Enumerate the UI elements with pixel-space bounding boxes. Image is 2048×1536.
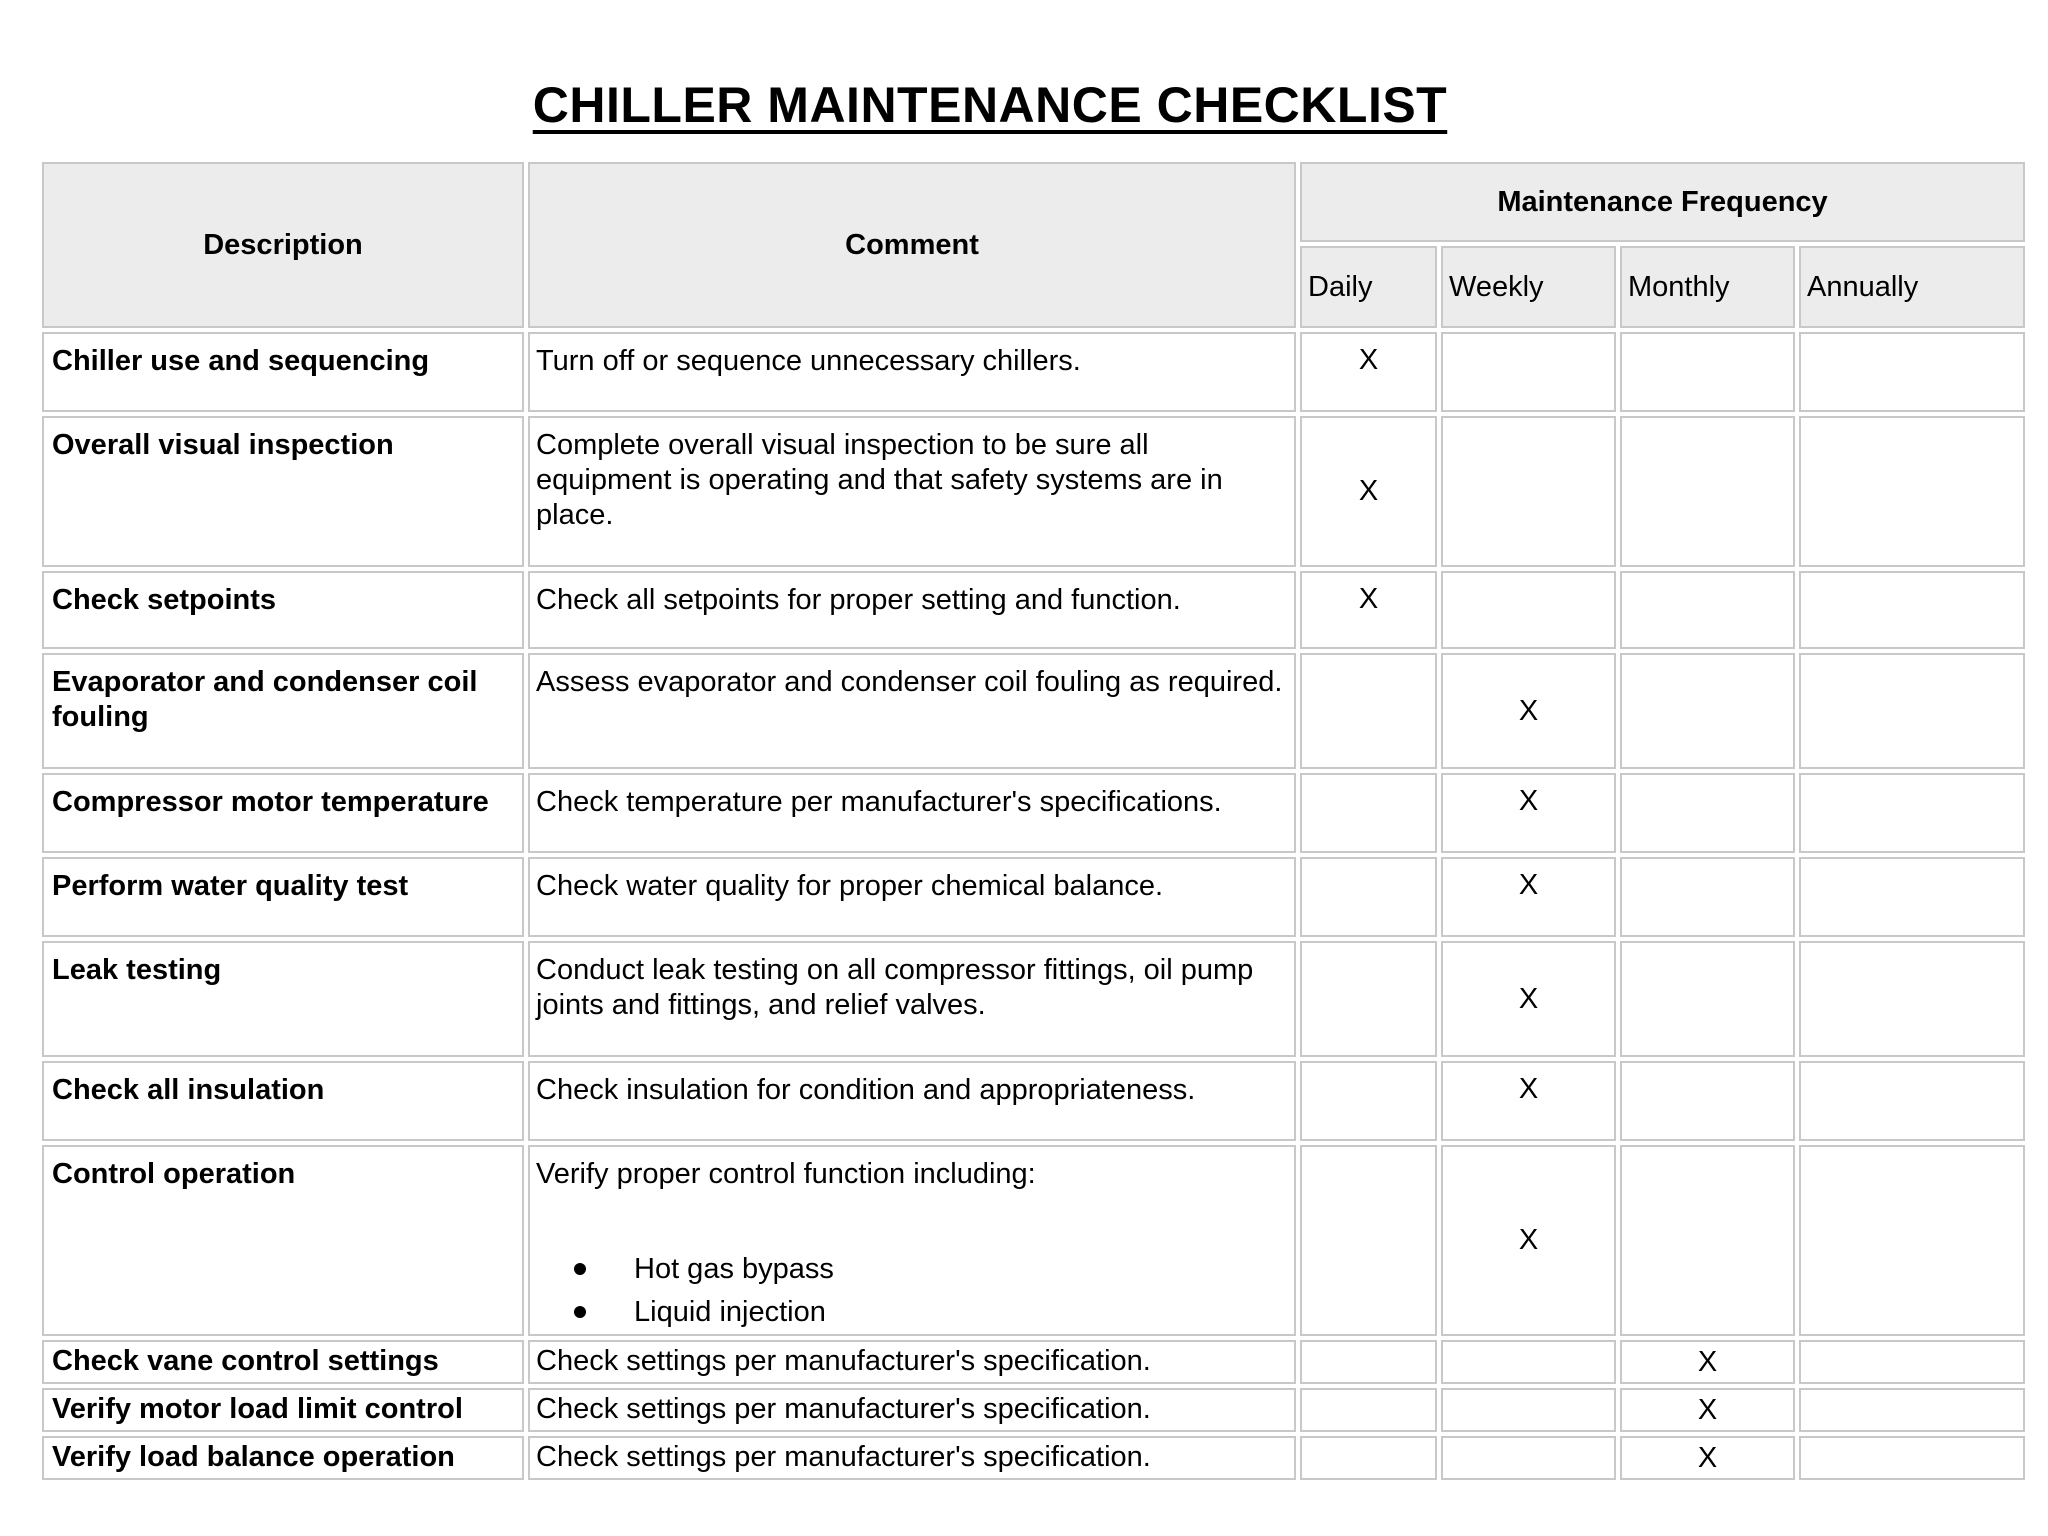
daily-mark [1300,773,1437,853]
task-comment: Conduct leak testing on all compressor fittings, oil pump joints and fittings, and relief valves. [528,941,1296,1057]
table-row [42,1388,2025,1432]
annually-mark [1799,571,2025,649]
task-comment: Check settings per manufacturer's specification. [528,1436,1296,1480]
table-row [42,1340,2025,1384]
bullet-list [536,1248,1288,1334]
monthly-mark [1620,941,1795,1057]
table-row [42,571,2025,649]
task-comment: Check settings per manufacturer's specification. [528,1340,1296,1384]
header-row-group [42,162,2025,242]
annually-mark [1799,941,2025,1057]
table-row [42,857,2025,937]
monthly-mark: X [1620,1388,1795,1432]
annually-mark [1799,1340,2025,1384]
daily-mark [1300,1061,1437,1141]
monthly-mark [1620,773,1795,853]
daily-mark: X [1300,332,1437,412]
task-description: Check all insulation [42,1061,524,1141]
header-weekly: Weekly [1441,246,1616,328]
monthly-mark [1620,857,1795,937]
table-row [42,1145,2025,1336]
annually-mark [1799,1388,2025,1432]
header-comment: Comment [528,162,1296,328]
weekly-mark: X [1441,653,1616,769]
task-comment-text: Verify proper control function including: [536,1158,1036,1190]
weekly-mark [1441,571,1616,649]
header-annually: Annually [1799,246,2025,328]
monthly-mark [1620,653,1795,769]
task-description: Evaporator and condenser coil fouling [42,653,524,769]
table-row [42,653,2025,769]
annually-mark [1799,773,2025,853]
weekly-mark [1441,332,1616,412]
monthly-mark [1620,332,1795,412]
annually-mark [1799,1061,2025,1141]
annually-mark [1799,416,2025,567]
table-row [42,773,2025,853]
daily-mark [1300,1340,1437,1384]
header-description: Description [42,162,524,328]
bullet-item: Liquid injection [634,1291,1288,1334]
header-maintenance-frequency: Maintenance Frequency [1300,162,2025,242]
table-row [42,332,2025,412]
weekly-mark [1441,416,1616,567]
weekly-mark [1441,1388,1616,1432]
task-comment: Complete overall visual inspection to be sure all equipment is operating and that safety systems are in place. [528,416,1296,567]
task-comment: Check insulation for condition and appropriateness. [528,1061,1296,1141]
daily-mark [1300,653,1437,769]
daily-mark [1300,1145,1437,1336]
header-monthly: Monthly [1620,246,1795,328]
annually-mark [1799,857,2025,937]
table-row [42,941,2025,1057]
task-comment: Check water quality for proper chemical balance. [528,857,1296,937]
monthly-mark [1620,416,1795,567]
weekly-mark: X [1441,773,1616,853]
weekly-mark: X [1441,1061,1616,1141]
annually-mark [1799,332,2025,412]
task-description: Perform water quality test [42,857,524,937]
page-title: CHILLER MAINTENANCE CHECKLIST [532,77,1448,133]
header-daily: Daily [1300,246,1437,328]
checklist-table [38,158,2029,1484]
task-comment: Check settings per manufacturer's specification. [528,1388,1296,1432]
task-description: Control operation [42,1145,524,1336]
task-description: Compressor motor temperature [42,773,524,853]
monthly-mark: X [1620,1436,1795,1480]
annually-mark [1799,653,2025,769]
task-comment: Check temperature per manufacturer's specifications. [528,773,1296,853]
bullet-item: Hot gas bypass [634,1248,1288,1291]
weekly-mark: X [1441,857,1616,937]
weekly-mark: X [1441,941,1616,1057]
task-comment: Assess evaporator and condenser coil fouling as required. [528,653,1296,769]
daily-mark [1300,857,1437,937]
task-comment: Check all setpoints for proper setting and function. [528,571,1296,649]
daily-mark [1300,1436,1437,1480]
monthly-mark [1620,1145,1795,1336]
task-description: Leak testing [42,941,524,1057]
task-description: Verify motor load limit control [42,1388,524,1432]
table-row [42,1436,2025,1480]
annually-mark [1799,1436,2025,1480]
table-row [42,416,2025,567]
task-comment: Turn off or sequence unnecessary chillers. [528,332,1296,412]
monthly-mark: X [1620,1340,1795,1384]
monthly-mark [1620,571,1795,649]
weekly-mark: X [1441,1145,1616,1336]
task-description: Overall visual inspection [42,416,524,567]
weekly-mark [1441,1340,1616,1384]
table-row [42,1061,2025,1141]
weekly-mark [1441,1436,1616,1480]
task-description: Verify load balance operation [42,1436,524,1480]
monthly-mark [1620,1061,1795,1141]
daily-mark [1300,941,1437,1057]
daily-mark: X [1300,416,1437,567]
task-description: Check vane control settings [42,1340,524,1384]
daily-mark [1300,1388,1437,1432]
task-description: Chiller use and sequencing [42,332,524,412]
task-comment [528,1145,1296,1336]
daily-mark: X [1300,571,1437,649]
task-description: Check setpoints [42,571,524,649]
annually-mark [1799,1145,2025,1336]
